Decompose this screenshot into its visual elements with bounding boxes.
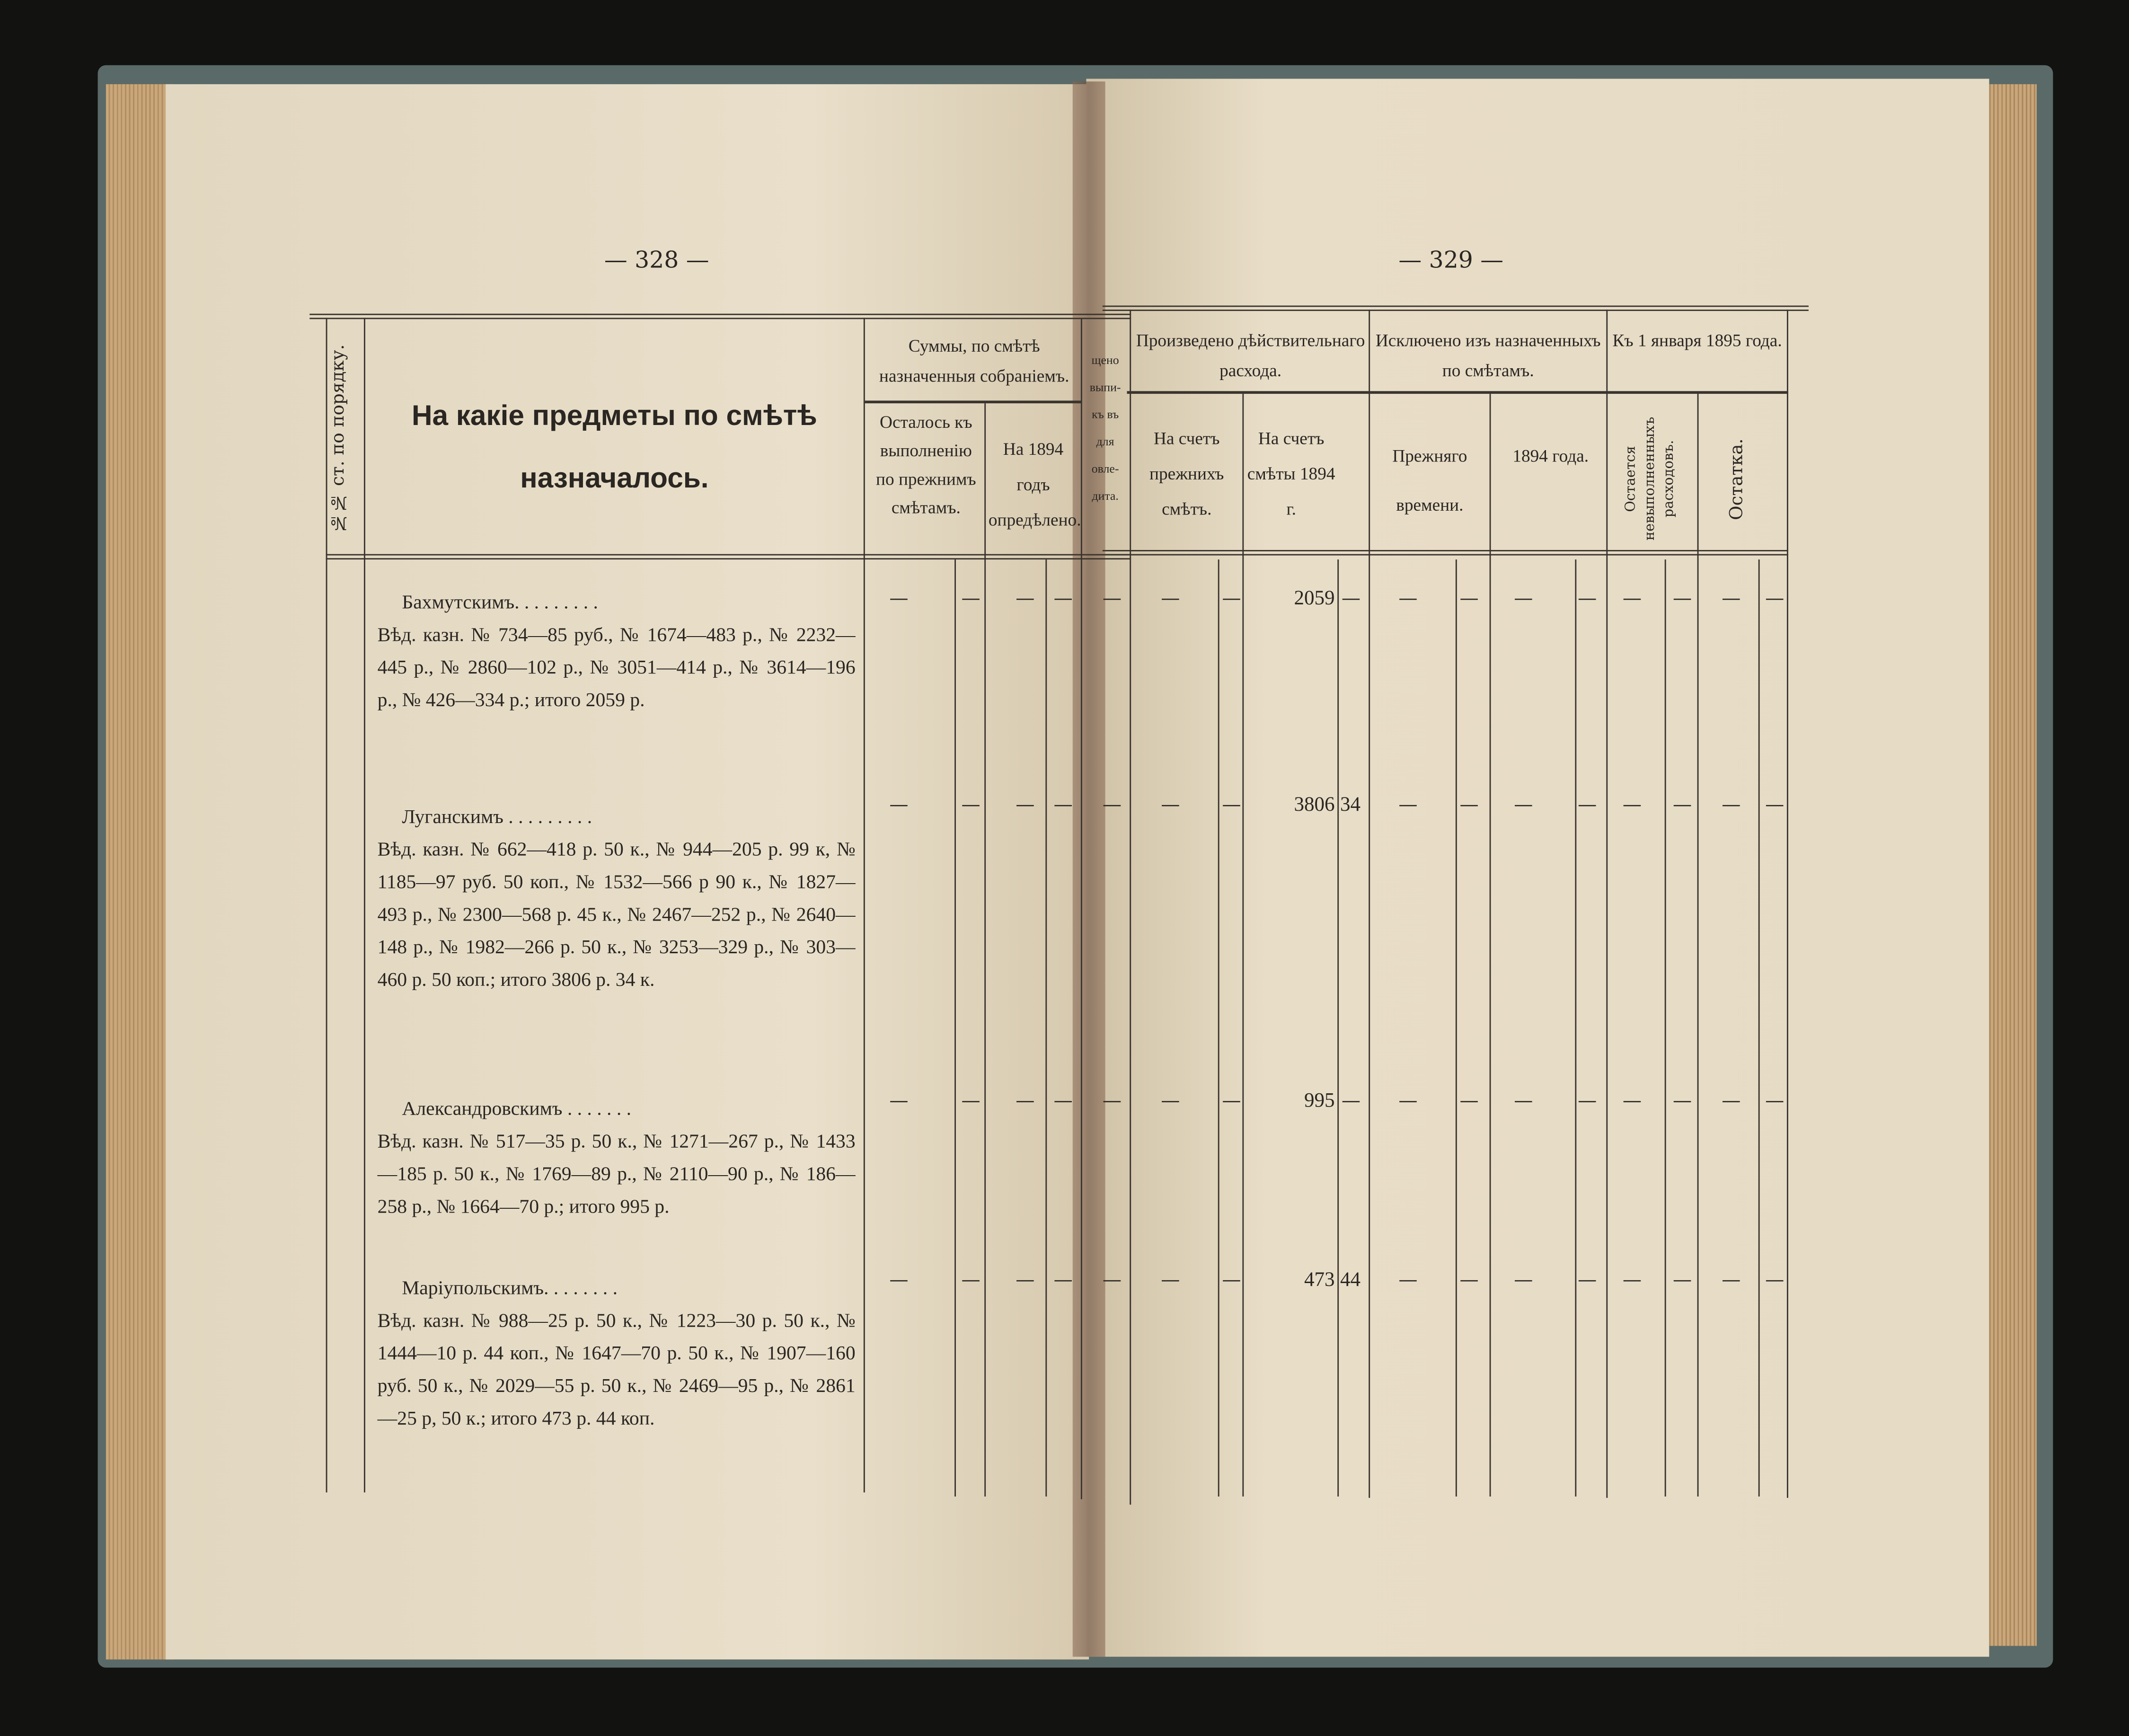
value-kopecks: 34 — [1340, 794, 1361, 816]
page-number-right: — 329 — — [1398, 247, 1504, 275]
column-divider — [1490, 394, 1491, 1497]
right-page — [1086, 79, 1989, 1656]
column-divider — [1369, 310, 1370, 1498]
empty-cell-dash: — — [1053, 1269, 1073, 1292]
value-rubles: 2059 — [1294, 588, 1335, 610]
header-actual-1894: На счетъ смѣты 1894 г. — [1247, 427, 1335, 519]
empty-cell-dash: — — [1672, 1090, 1692, 1112]
empty-cell-dash: — — [889, 588, 909, 610]
empty-cell-dash: — — [1016, 794, 1035, 816]
empty-cell-dash: — — [1341, 588, 1361, 610]
empty-cell-dash: — — [1398, 1269, 1418, 1292]
empty-cell-dash: — — [889, 1269, 909, 1292]
entry-title: Маріупольскимъ. . . . . . . . — [402, 1278, 618, 1300]
column-divider — [1665, 559, 1666, 1497]
header-sums-group: Суммы, по смѣтѣ назначенныя собраніемъ. — [879, 335, 1069, 386]
empty-cell-dash: — — [1102, 1090, 1122, 1112]
column-divider — [1130, 310, 1131, 1505]
empty-cell-dash: — — [1765, 794, 1784, 816]
empty-cell-dash: — — [1398, 794, 1418, 816]
empty-cell-dash: — — [1672, 794, 1692, 816]
empty-cell-dash: — — [961, 1269, 981, 1292]
column-divider — [1758, 559, 1760, 1497]
column-divider — [984, 403, 986, 1497]
entry-text: Вѣд. казн. № 988—25 р. 50 к., № 1223—30 р. 50 к., № 1444—10 р. 44 коп., № 1647—70 р. 50 к., № 1907—160 руб. 50 к., № 2029—55 р. 50 к., № 2469—95 р., № 2861—25 р, 50 к.; итого 473 р. 44 коп. — [377, 1310, 856, 1430]
empty-cell-dash: — — [1622, 794, 1642, 816]
empty-cell-dash: — — [1578, 588, 1597, 610]
entry-text: Вѣд. казн. № 734—85 руб., № 1674—483 р., № 2232—445 р., № 2860—102 р., № 3051—414 р., № 3614—196 р., № 426—334 р.; итого 2059 р. — [377, 624, 856, 712]
entry-lugansk — [378, 801, 856, 997]
empty-cell-dash: — — [1398, 1090, 1418, 1112]
empty-cell-dash: — — [1765, 588, 1784, 610]
empty-cell-dash: — — [1622, 1269, 1642, 1292]
column-divider — [1456, 559, 1457, 1497]
empty-cell-dash: — — [1459, 1269, 1479, 1292]
value-rubles: 995 — [1304, 1090, 1335, 1112]
page-edges-left — [106, 84, 174, 1659]
empty-cell-dash: — — [1161, 1269, 1180, 1292]
empty-cell-dash: — — [1514, 588, 1533, 610]
header-subject-line2: назначалось. — [520, 463, 709, 495]
header-bottom-rule-right — [1103, 550, 1788, 555]
header-year-1894: На 1894 годъ опредѣлено. — [988, 438, 1081, 530]
empty-cell-dash: — — [1222, 794, 1241, 816]
header-cut-column: щено выпи- къ въ для овле- дита. — [1089, 353, 1121, 503]
column-divider — [1337, 559, 1339, 1497]
empty-cell-dash: — — [1622, 1090, 1642, 1112]
empty-cell-dash: — — [1578, 794, 1597, 816]
entry-text: Вѣд. казн. № 517—35 р. 50 к., № 1271—267 р., № 1433—185 р. 50 к., № 1769—89 р., № 2110—90 р., № 186—258 р., № 1664—70 р.; итого 995 р. — [377, 1131, 856, 1218]
empty-cell-dash: — — [1622, 588, 1642, 610]
empty-cell-dash: — — [1016, 1269, 1035, 1292]
empty-cell-dash: — — [1053, 588, 1073, 610]
empty-cell-dash: — — [1053, 794, 1073, 816]
empty-cell-dash: — — [1672, 588, 1692, 610]
subheader-rule — [865, 400, 1082, 403]
table-top-rule-right — [1103, 306, 1809, 311]
header-jan-remainder: Остатка. — [1727, 438, 1748, 520]
empty-cell-dash: — — [1722, 794, 1741, 816]
empty-cell-dash: — — [1398, 588, 1418, 610]
column-divider — [1697, 394, 1699, 1497]
column-divider — [326, 318, 327, 1492]
empty-cell-dash: — — [1765, 1090, 1784, 1112]
header-actual-prev: На счетъ прежнихъ смѣтъ. — [1149, 427, 1224, 519]
header-jan-group: Къ 1 января 1895 года. — [1612, 330, 1782, 351]
header-row-number: №№ ст. по порядку. — [328, 344, 349, 532]
empty-cell-dash: — — [889, 794, 909, 816]
empty-cell-dash: — — [1459, 794, 1479, 816]
column-divider — [1218, 559, 1219, 1497]
header-subject-line1: На какіе предметы по смѣтѣ — [411, 400, 817, 432]
empty-cell-dash: — — [961, 1090, 981, 1112]
empty-cell-dash: — — [1722, 1269, 1741, 1292]
entry-title: Александровскимъ . . . . . . . — [402, 1098, 632, 1121]
header-bottom-rule-left — [326, 554, 1131, 559]
page-number-left: — 328 — — [604, 247, 709, 275]
table-top-rule-left — [309, 314, 1131, 319]
header-actual-group: Произведено дѣйствительнаго расхода. — [1136, 330, 1365, 381]
header-remaining: Осталось къ выполненію по прежнимъ смѣтамъ. — [876, 411, 976, 518]
entry-mariupol — [378, 1273, 856, 1435]
empty-cell-dash: — — [1222, 1269, 1241, 1292]
value-rubles: 473 — [1304, 1269, 1335, 1292]
empty-cell-dash: — — [1102, 794, 1122, 816]
empty-cell-dash: — — [1161, 588, 1180, 610]
empty-cell-dash: — — [1722, 588, 1741, 610]
empty-cell-dash: — — [889, 1090, 909, 1112]
entry-text: Вѣд. казн. № 662—418 р. 50 к., № 944—205 р. 99 к, № 1185—97 руб. 50 коп., № 1532—566 р 90 к., № 1827—493 р., № 2300—568 р. 45 к., № 2467—252 р., № 2640—148 р., № 1982—266 р. 50 к., № 3253—329 р., № 303—460 р. 50 коп.; итого 3806 р. 34 к. — [377, 839, 856, 992]
value-rubles: 3806 — [1294, 794, 1335, 816]
entry-aleksandrovsk — [378, 1093, 856, 1223]
empty-cell-dash: — — [1161, 1090, 1180, 1112]
entry-title: Бахмутскимъ. . . . . . . . . — [402, 592, 598, 614]
value-kopecks: 44 — [1340, 1269, 1361, 1292]
empty-cell-dash: — — [1016, 588, 1035, 610]
column-divider — [1575, 559, 1576, 1497]
header-excluded-group: Исключено изъ назначенныхъ по смѣтамъ. — [1375, 330, 1601, 381]
entry-bakhmut — [378, 587, 856, 717]
empty-cell-dash: — — [1514, 1269, 1533, 1292]
empty-cell-dash: — — [1016, 1090, 1035, 1112]
empty-cell-dash: — — [1102, 588, 1122, 610]
empty-cell-dash: — — [1578, 1090, 1597, 1112]
empty-cell-dash: — — [1722, 1090, 1741, 1112]
column-divider — [1242, 394, 1244, 1497]
empty-cell-dash: — — [1459, 588, 1479, 610]
empty-cell-dash: — — [1341, 1090, 1361, 1112]
empty-cell-dash: — — [1514, 794, 1533, 816]
column-divider — [1045, 559, 1047, 1497]
column-divider — [364, 318, 365, 1492]
subheader-rule-right — [1127, 391, 1788, 394]
column-divider — [864, 318, 865, 1492]
header-excluded-prev: Прежняго времени. — [1392, 445, 1467, 515]
empty-cell-dash: — — [1102, 1269, 1122, 1292]
empty-cell-dash: — — [1459, 1090, 1479, 1112]
empty-cell-dash: — — [1514, 1090, 1533, 1112]
page-edges-right — [1982, 84, 2037, 1646]
empty-cell-dash: — — [1578, 1269, 1597, 1292]
header-excluded-1894: 1894 года. — [1512, 445, 1589, 466]
empty-cell-dash: — — [961, 794, 981, 816]
empty-cell-dash: — — [1161, 794, 1180, 816]
entry-title: Луганскимъ . . . . . . . . . — [402, 806, 592, 829]
empty-cell-dash: — — [1222, 1090, 1241, 1112]
empty-cell-dash: — — [1222, 588, 1241, 610]
column-divider — [954, 559, 956, 1497]
column-divider — [1606, 310, 1608, 1498]
empty-cell-dash: — — [961, 588, 981, 610]
column-divider — [1787, 310, 1788, 1498]
header-jan-unfulfilled: Остается невыполненныхъ расходовъ. — [1624, 416, 1677, 541]
empty-cell-dash: — — [1765, 1269, 1784, 1292]
empty-cell-dash: — — [1672, 1269, 1692, 1292]
empty-cell-dash: — — [1053, 1090, 1073, 1112]
